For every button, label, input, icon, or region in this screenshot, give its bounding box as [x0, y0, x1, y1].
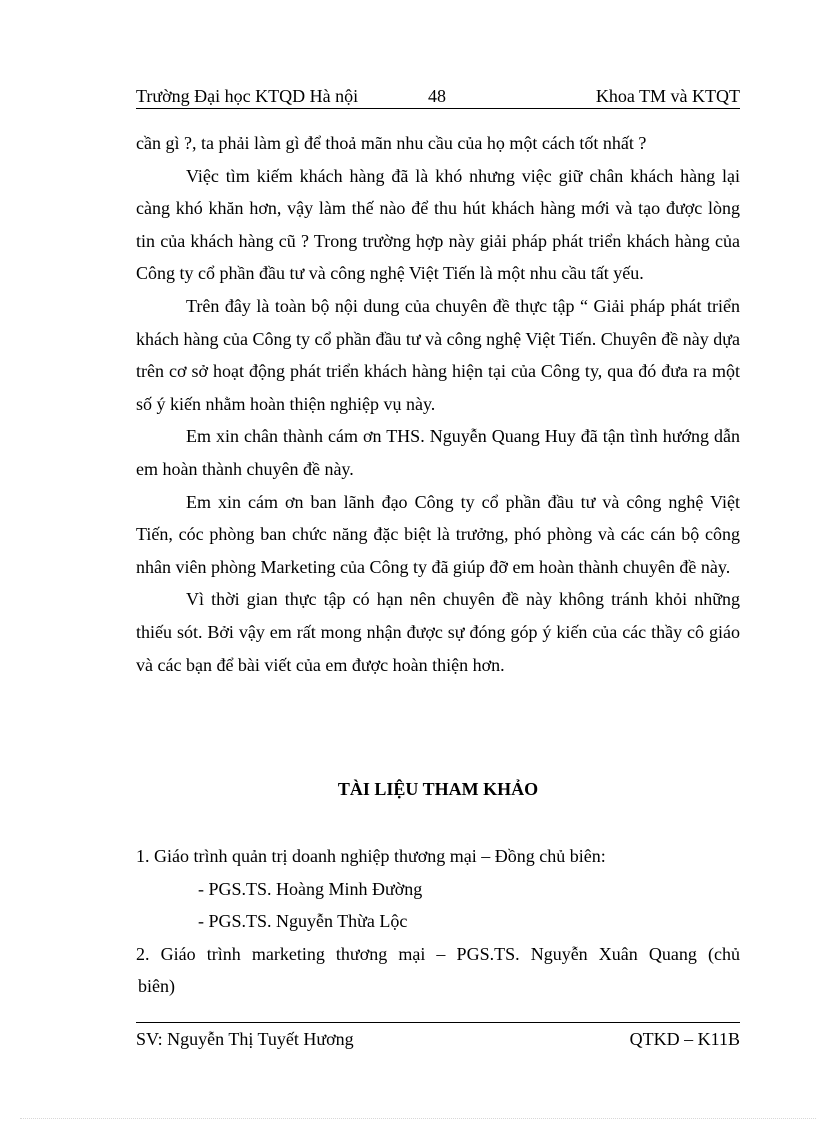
- reference-item: 1. Giáo trình quản trị doanh nghiệp thương mại – Đồng chủ biên:: [136, 846, 606, 866]
- page-header: [136, 84, 740, 109]
- header-page-number: 48: [428, 86, 446, 106]
- body-text: [136, 127, 740, 681]
- footer-student: SV: Nguyễn Thị Tuyết Hương: [136, 1029, 354, 1049]
- footer-class: QTKD – K11B: [629, 1029, 740, 1049]
- references-title: TÀI LIỆU THAM KHẢO: [337, 779, 539, 799]
- reference-item: 2. Giáo trình marketing thương mại – PGS.TS. Nguyễn Xuân Quang (chủ: [136, 943, 740, 964]
- header-school: Trường Đại học KTQD Hà nội: [136, 86, 359, 106]
- paragraph: Em xin chân thành cám ơn THS. Nguyễn Quang Huy đã tận tình hướng dẫn em hoàn thành chuyên đề này.: [136, 426, 740, 479]
- paragraph-continued: cần gì ?, ta phải làm gì để thoả mãn nhu cầu của họ một cách tốt nhất ?: [136, 133, 647, 153]
- reference-author: - PGS.TS. Nguyễn Thừa Lộc: [198, 911, 408, 932]
- page-footer: [136, 1022, 740, 1051]
- reference-item-continued: biên): [138, 976, 175, 997]
- paragraph: Trên đây là toàn bộ nội dung của chuyên đề thực tập “ Giải pháp phát triển khách hàng của Công ty cổ phần đầu tư và công nghệ Việt Tiến. Chuyên đề này dựa trên cơ sở hoạt động phát triển khách hàng hiện tại của Công ty, qua đó đưa ra một số ý kiến nhằm hoàn thiện nghiệp vụ này.: [136, 295, 740, 414]
- page-edge-divider: [20, 1118, 816, 1119]
- paragraph: Em xin cám ơn ban lãnh đạo Công ty cổ phần đầu tư và công nghệ Việt Tiến, cóc phòng ban chức năng đặc biệt là trưởng, phó phòng và các cán bộ công nhân viên phòng Marketing của Công ty đã giúp đỡ em hoàn thành chuyên đề này.: [136, 491, 740, 577]
- reference-author: - PGS.TS. Hoàng Minh Đường: [198, 878, 423, 899]
- references-list: [136, 840, 740, 1003]
- paragraph: Việc tìm kiếm khách hàng đã là khó nhưng việc giữ chân khách hàng lại càng khó khăn hơn, vậy làm thế nào để thu hút khách hàng mới và tạo được lòng tin của khách hàng cũ ? Trong trường hợp này giải pháp phát triển khách hàng của Công ty cổ phần đầu tư và công nghệ Việt Tiến là một nhu cầu tất yếu.: [136, 165, 740, 284]
- header-faculty: Khoa TM và KTQT: [595, 86, 740, 106]
- paragraph: Vì thời gian thực tập có hạn nên chuyên đề này không tránh khỏi những thiếu sót. Bởi vậy em rất mong nhận được sự đóng góp ý kiến của các thầy cô giáo và các bạn để bài viết của em được hoàn thiện hơn.: [136, 589, 740, 675]
